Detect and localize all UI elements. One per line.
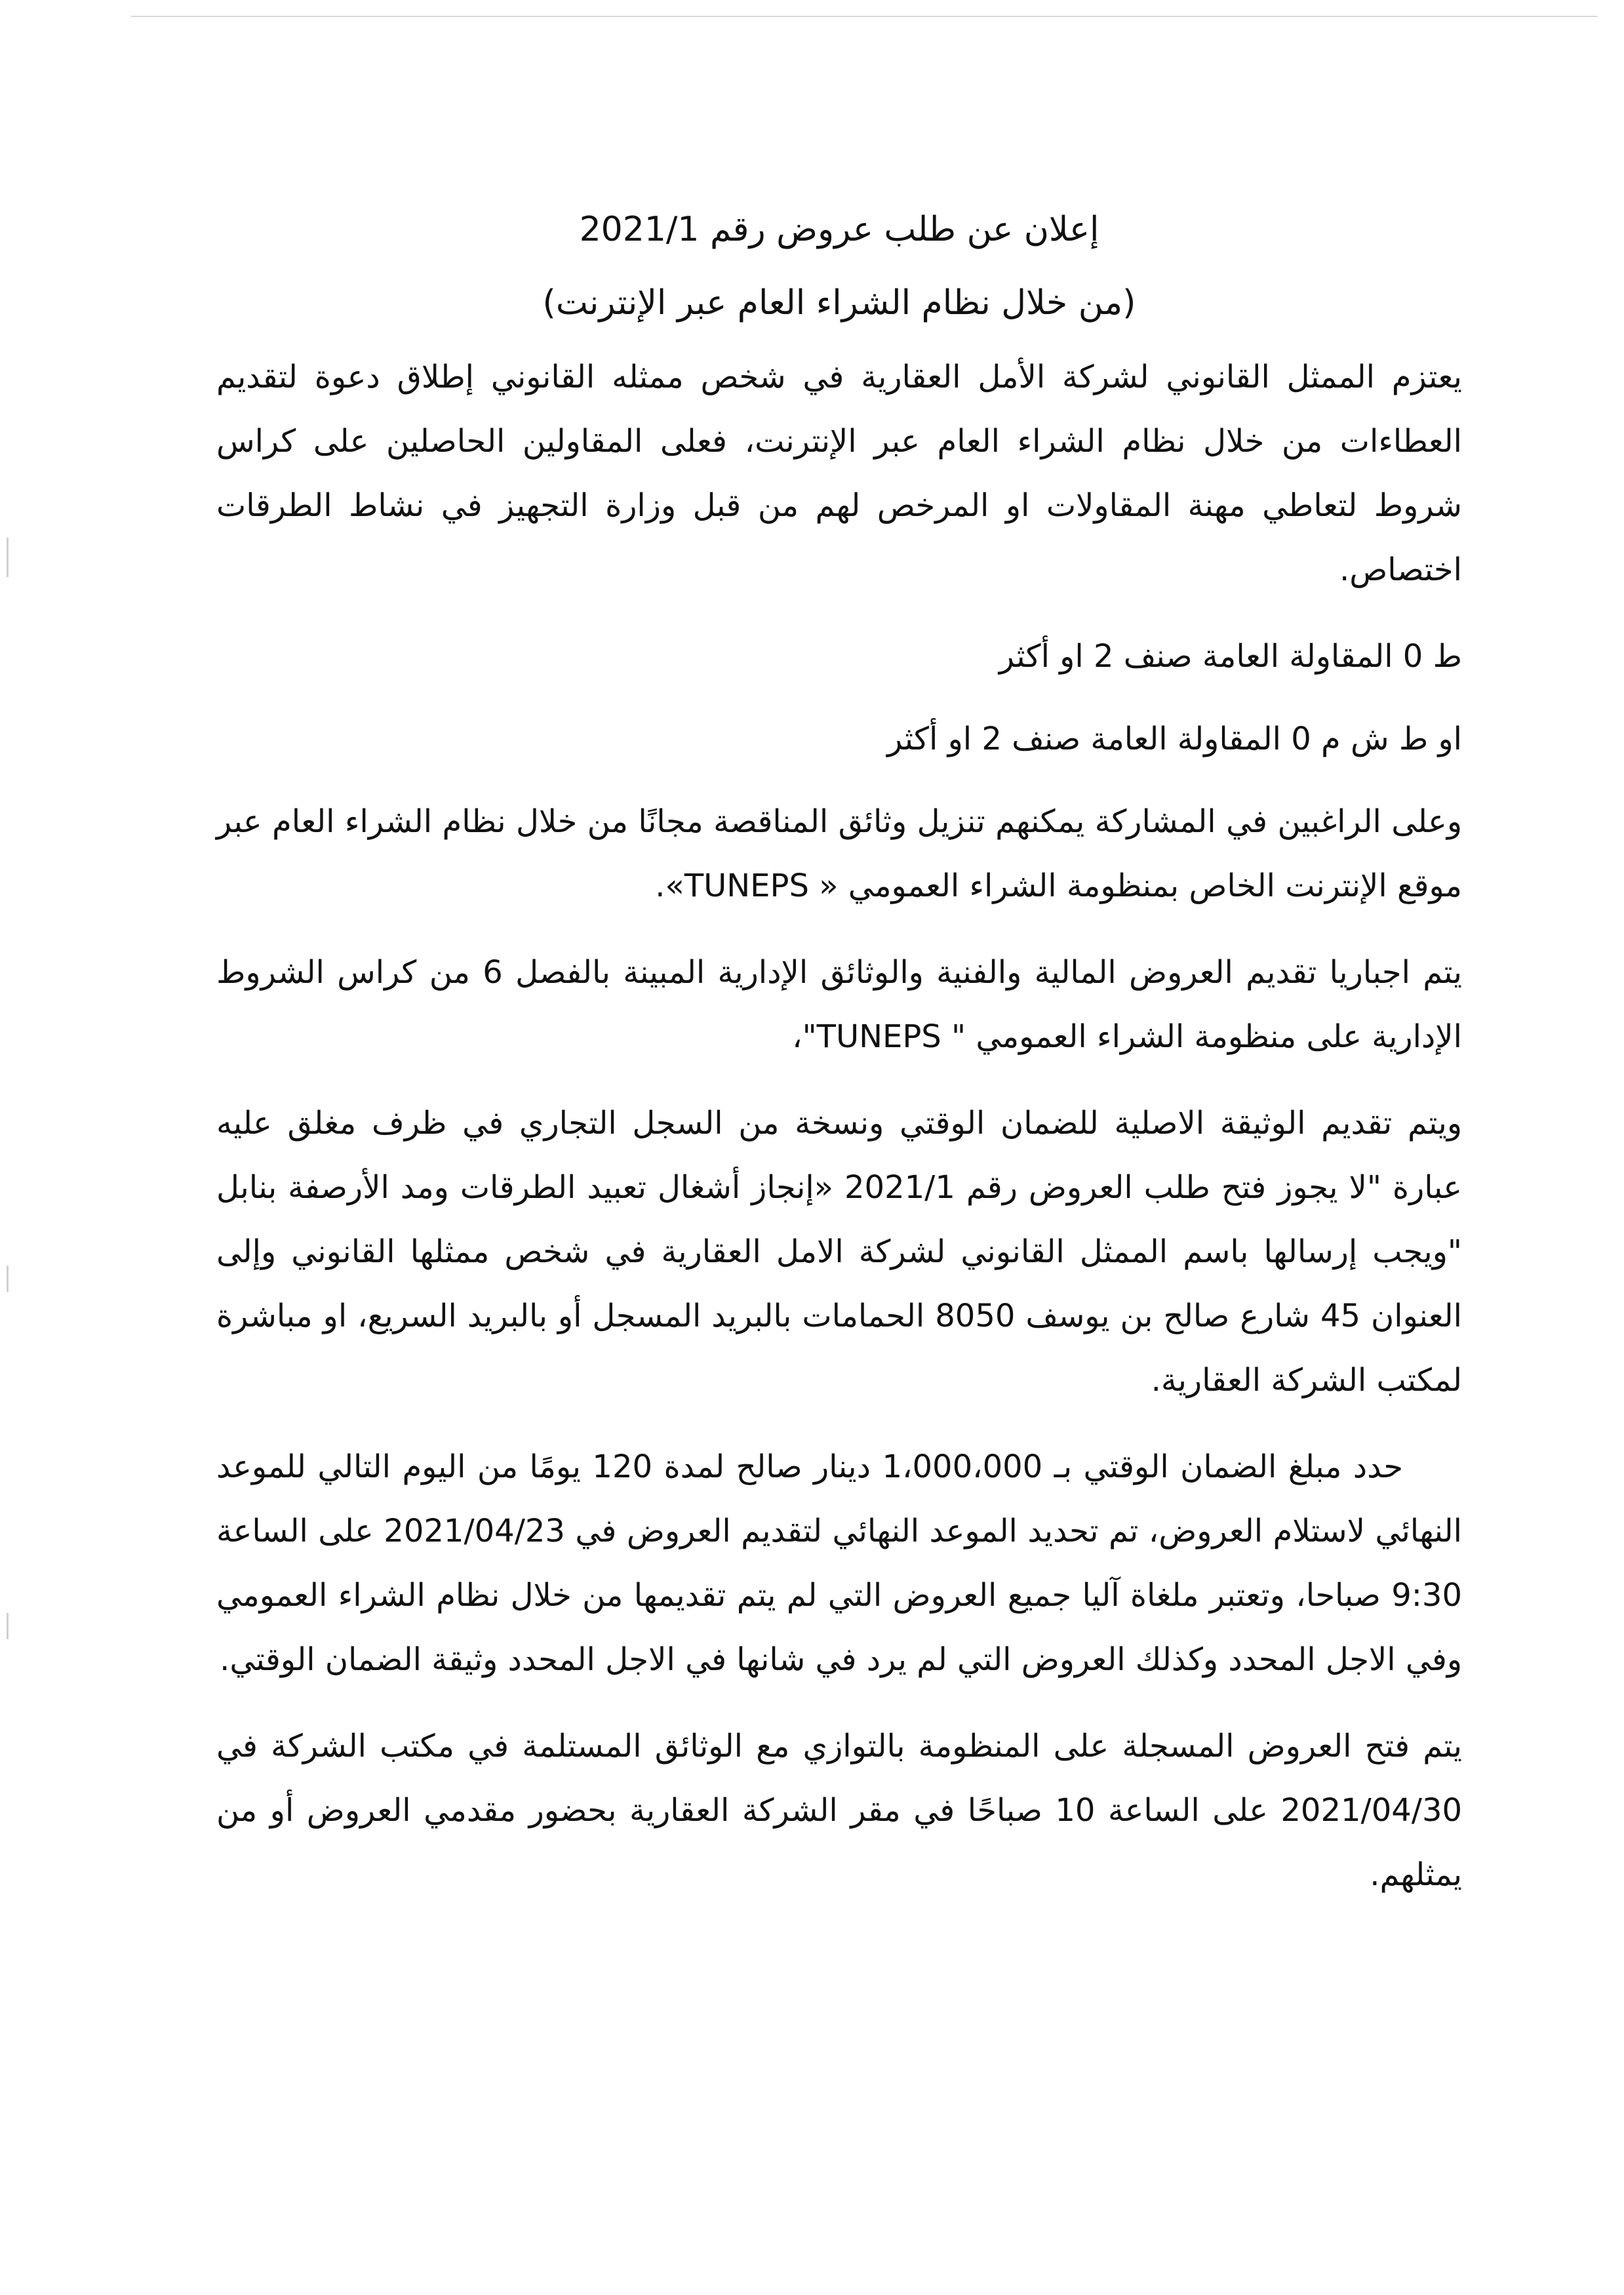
paragraph-category-2: او ط ش م 0 المقاولة العامة صنف 2 او أكثر	[887, 721, 1462, 757]
document-page	[216, 197, 1462, 1929]
paragraph-download: وعلى الراغبين في المشاركة يمكنهم تنزيل وثائق المناقصة مجانًا من خلال نظام الشراء العام عبر موقع الإنترنت الخاص بمنظومة الشراء العمومي « TUNEPS».	[216, 803, 1462, 904]
scan-margin-mark	[7, 1266, 9, 1292]
scan-margin-mark	[7, 1613, 9, 1639]
document-title: إعلان عن طلب عروض رقم 2021/1	[579, 210, 1099, 249]
paragraph-category-1: ط 0 المقاولة العامة صنف 2 او أكثر	[999, 638, 1462, 675]
paragraph-invitation: يعتزم الممثل القانوني لشركة الأمل العقارية في شخص ممثله القانوني إطلاق دعوة لتقديم العطاءات من خلال نظام الشراء العام عبر الإنترنت، فعلى المقاولين الحاصلين على كراس شروط لتعاطي مهنة المقاولات او المرخص لهم من قبل وزارة التجهيز في نشاط الطرقات اختصاص.	[216, 359, 1462, 588]
paragraph-envelope: ويتم تقديم الوثيقة الاصلية للضمان الوقتي ونسخة من السجل التجاري في ظرف مغلق عليه عبارة "لا يجوز فتح طلب العروض رقم 2021/1 «إنجاز أشغال تعبيد الطرقات ومد الأرصفة بنابل "ويجب إرسالها باسم الممثل القانوني لشركة الامل العقارية في شخص ممثلها القانوني وإلى العنوان 45 شارع صالح بن يوسف 8050 الحمامات بالبريد المسجل أو بالبريد السريع، او مباشرة لمكتب الشركة العقارية.	[216, 1105, 1463, 1399]
document-subtitle: (من خلال نظام الشراء العام عبر الإنترنت)	[542, 283, 1136, 323]
paragraph-guarantee: حدد مبلغ الضمان الوقتي بـ 1،000،000 دينار صالح لمدة 120 يومًا من اليوم التالي للموعد النهائي لاستلام العروض، تم تحديد الموعد النهائي لتقديم العروض في 2021/04/23 على الساعة 9:30 صباحا، وتعتبر ملغاة آليا جميع العروض التي لم يتم تقديمها من خلال نظام الشراء العمومي وفي الاجل المحدد وكذلك العروض التي لم يرد في شانها في الاجل المحدد وثيقة الضمان الوقتي.	[216, 1448, 1462, 1678]
paragraph-opening: يتم فتح العروض المسجلة على المنظومة بالتوازي مع الوثائق المستلمة في مكتب الشركة في 2021/04/30 على الساعة 10 صباحًا في مقر الشركة العقارية بحضور مقدمي العروض أو من يمثلهم.	[216, 1728, 1463, 1893]
scan-margin-mark	[7, 538, 9, 577]
scan-edge-line	[131, 16, 1598, 17]
paragraph-submission: يتم اجباريا تقديم العروض المالية والفنية والوثائق الإدارية المبينة بالفصل 6 من كراس الشروط الإدارية على منظومة الشراء العمومي " TUNEPS"،	[216, 954, 1463, 1055]
